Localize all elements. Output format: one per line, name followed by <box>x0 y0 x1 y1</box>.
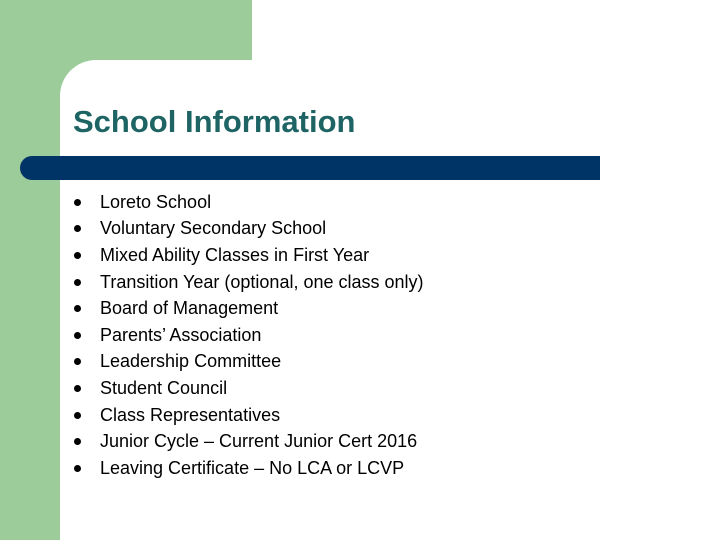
bullet-icon <box>74 279 81 286</box>
bullet-icon <box>74 252 81 259</box>
list-item <box>72 375 424 402</box>
list-item-text: Leadership Committee <box>100 351 282 372</box>
list-item-text: Board of Management <box>100 298 279 319</box>
bullet-icon <box>74 225 81 232</box>
list-item-text: Mixed Ability Classes in First Year <box>100 244 370 265</box>
list-item-text: Student Council <box>100 377 228 398</box>
bullet-icon <box>74 358 81 365</box>
bullet-icon <box>74 385 81 392</box>
list-item <box>72 269 424 296</box>
title-underline-bar <box>20 156 600 180</box>
list-item-text: Parents’ Association <box>100 324 262 345</box>
bullet-icon <box>74 199 81 206</box>
bullet-icon <box>74 305 81 312</box>
list-item-text: Leaving Certificate – No LCA or LCVP <box>100 457 405 478</box>
list-item <box>72 216 424 243</box>
bullet-icon <box>74 412 81 419</box>
list-item-text: Loreto School <box>100 191 212 212</box>
bullet-icon <box>74 438 81 445</box>
list-item <box>72 455 424 482</box>
bullet-list <box>72 189 424 482</box>
list-item <box>72 295 424 322</box>
list-item <box>72 242 424 269</box>
bullet-icon <box>74 332 81 339</box>
list-item <box>72 428 424 455</box>
list-item-text: Transition Year (optional, one class only) <box>100 271 424 292</box>
list-item <box>72 349 424 376</box>
list-item-text: Class Representatives <box>100 404 281 425</box>
list-item <box>72 402 424 429</box>
bullet-icon <box>74 465 81 472</box>
list-item-text: Junior Cycle – Current Junior Cert 2016 <box>100 431 418 452</box>
slide-title: School Information <box>73 104 356 139</box>
list-item-text: Voluntary Secondary School <box>100 218 327 239</box>
list-item <box>72 189 424 216</box>
list-item <box>72 322 424 349</box>
